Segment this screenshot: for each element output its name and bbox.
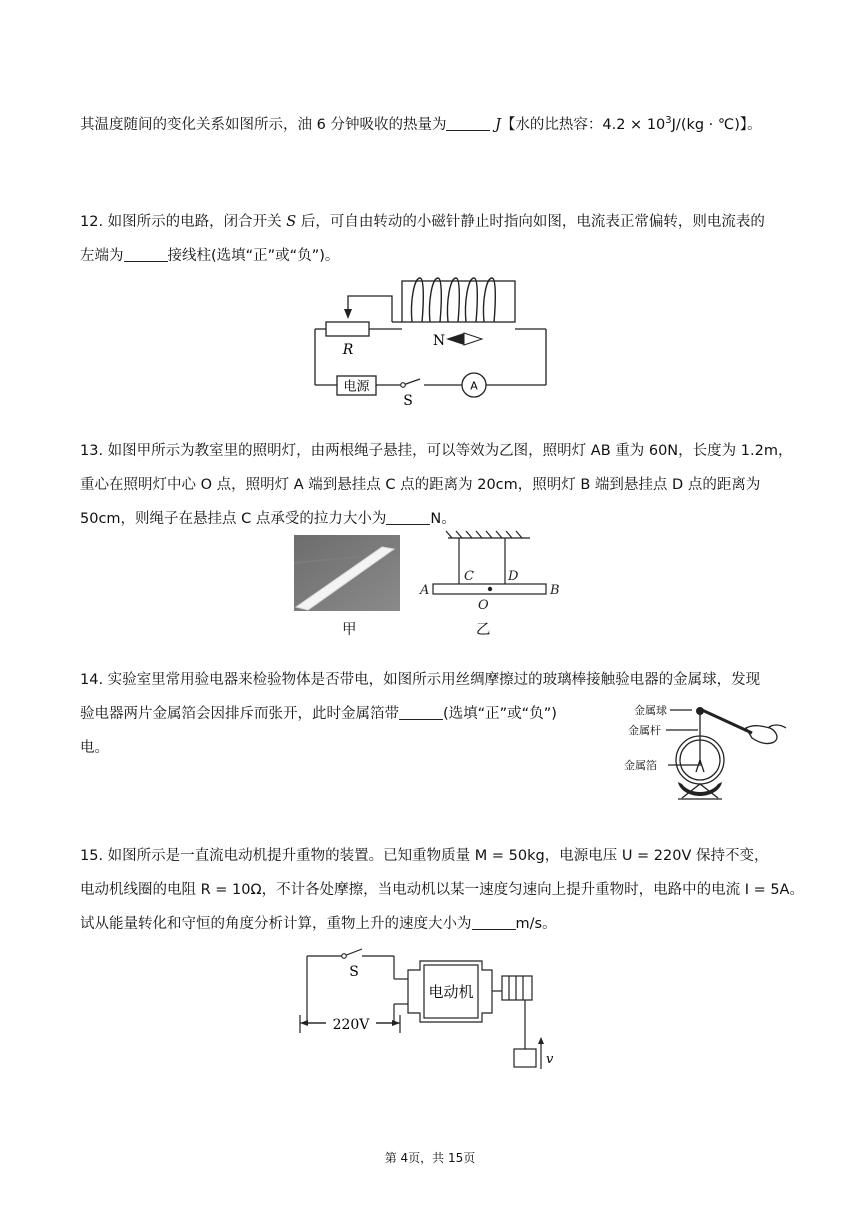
q11-unit: J	[495, 116, 501, 133]
q13-line3	[80, 509, 456, 529]
q12-text-b: 后，可自由转动的小磁针静止时指向如图，电流表正常偏转，则电流表的	[296, 214, 765, 230]
q13-answer-blank[interactable]	[386, 510, 430, 525]
point-b-label: B	[550, 583, 560, 598]
q12-text-d: 接线柱(选填“正”或“负”)。	[167, 248, 340, 264]
q13-text: 50cm，则绳子在悬挂点 C 点承受的拉力大小为	[80, 511, 387, 527]
rheostat-label: R	[342, 342, 354, 358]
q11-answer-blank[interactable]	[446, 116, 490, 131]
velocity-label: v	[546, 1052, 554, 1067]
q12-answer-blank[interactable]	[124, 247, 168, 262]
q14-line2	[80, 704, 557, 724]
electroscope-figure	[620, 698, 790, 808]
q14-line3: 电。	[80, 740, 109, 756]
metal-ball-label: 金属球	[634, 704, 667, 717]
q14-answer-blank[interactable]	[399, 705, 443, 720]
motor-figure	[296, 945, 566, 1075]
q13-line1: 13. 如图甲所示为教室里的照明灯，由两根绳子悬挂，可以等效为乙图，照明灯 AB 重为 60N，长度为 1.2m，	[80, 443, 793, 459]
q13-unit: N。	[430, 511, 456, 527]
switch-label: S	[349, 964, 359, 980]
metal-rod-label: 金属杆	[628, 724, 661, 737]
voltage-label: 220V	[332, 1017, 370, 1033]
page-footer: 第 4页，共 15页	[384, 1151, 476, 1165]
compass-needle-icon	[446, 333, 464, 345]
point-a-label: A	[420, 583, 430, 598]
q12-line1	[80, 212, 765, 232]
metal-ball-icon	[696, 707, 704, 715]
lamp-diagram	[412, 530, 572, 640]
q11-text-3: J/(kg · ℃)】。	[671, 116, 762, 133]
q15-line2: 电动机线圈的电阻 R = 10Ω，不计各处摩擦，当电动机以某一速度匀速向上提升重物时，电路中的电流 I = 5A。	[80, 882, 804, 898]
q14-text: 验电器两片金属箔会因排斥而张开，此时金属箔带	[80, 706, 399, 722]
q11-exponent: 3	[665, 115, 672, 126]
q12-switch-symbol: S	[286, 214, 297, 230]
figure-jia-caption: 甲	[342, 622, 357, 638]
q15-line1: 15. 如图所示是一直流电动机提升重物的装置。已知重物质量 M = 50kg，电源电压 U = 220V 保持不变，	[80, 848, 769, 864]
q12-text: 12. 如图所示的电路，闭合开关	[80, 214, 287, 230]
point-o-label: O	[478, 598, 489, 613]
switch-label: S	[403, 393, 413, 409]
q15-line3	[80, 914, 557, 934]
motor-label: 电动机	[428, 983, 474, 1001]
q12-circuit-figure	[300, 272, 560, 412]
metal-foil-label: 金属箔	[624, 759, 657, 772]
power-source-label: 电源	[343, 379, 370, 395]
point-c-label: C	[464, 569, 474, 584]
q13-line2: 重心在照明灯中心 O 点，照明灯 A 端到悬挂点 C 点的距离为 20cm，照明灯 B 端到悬挂点 D 点的距离为	[80, 477, 761, 493]
q15-answer-blank[interactable]	[472, 915, 516, 930]
north-pole-label: N	[432, 333, 446, 349]
q12-text-c: 左端为	[80, 248, 124, 264]
ceiling-lamp-photo	[294, 535, 400, 611]
q15-unit: m/s。	[515, 916, 557, 932]
q14-line1: 14. 实验室里常用验电器来检验物体是否带电，如图所示用丝绸摩擦过的玻璃棒接触验电器的金属球，发现	[80, 672, 761, 688]
ammeter-label: A	[470, 379, 478, 393]
q11-text-2: 【水的比热容：4.2 × 10	[500, 116, 666, 133]
q11-text: 其温度随间的变化关系如图所示，油 6 分钟吸收的热量为	[80, 116, 447, 133]
q11-line	[80, 111, 762, 135]
point-d-label: D	[508, 569, 519, 584]
q14-text-b: (选填“正”或“负”)	[443, 706, 557, 722]
q12-line2	[80, 246, 339, 266]
figure-yi-caption: 乙	[476, 622, 491, 638]
q15-text: 试从能量转化和守恒的角度分析计算，重物上升的速度大小为	[80, 916, 472, 932]
